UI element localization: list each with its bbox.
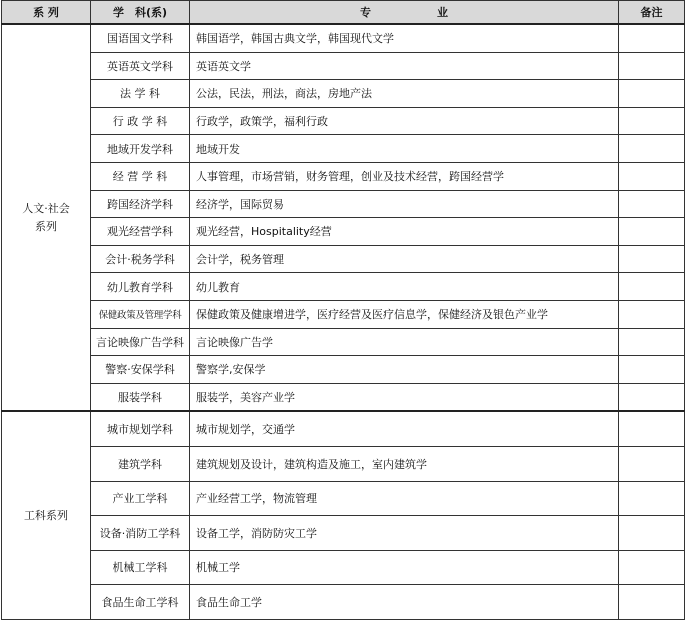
note-cell — [619, 300, 685, 328]
major-cell: 警察学,安保学 — [190, 356, 619, 384]
major-cell: 公法，民法，刑法，商法，房地产法 — [190, 80, 619, 108]
table-row — [2, 245, 685, 273]
subject-cell: 产业工学科 — [91, 481, 190, 516]
table-row — [2, 273, 685, 301]
header-note: 备注 — [619, 1, 685, 25]
note-cell — [619, 218, 685, 246]
note-cell — [619, 190, 685, 218]
group-cell-engineering — [2, 411, 91, 619]
note-cell — [619, 135, 685, 163]
subject-cell: 建筑学科 — [91, 446, 190, 481]
major-cell: 服装学，美容产业学 — [190, 383, 619, 411]
subject-cell: 保健政策及管理学科 — [91, 300, 190, 328]
major-cell: 观光经营，Hospitality经营 — [190, 218, 619, 246]
subject-cell: 警察·安保学科 — [91, 356, 190, 384]
subject-cell: 地域开发学科 — [91, 135, 190, 163]
major-cell: 建筑规划及设计，建筑构造及施工，室内建筑学 — [190, 446, 619, 481]
note-cell — [619, 383, 685, 411]
subject-cell: 服装学科 — [91, 383, 190, 411]
table-row — [2, 446, 685, 481]
note-cell — [619, 516, 685, 551]
subject-cell: 食品生命工学科 — [91, 585, 190, 620]
note-cell — [619, 550, 685, 585]
subject-cell: 机械工学科 — [91, 550, 190, 585]
header-series: 系 列 — [2, 1, 91, 25]
note-cell — [619, 52, 685, 80]
table-row — [2, 135, 685, 163]
major-cell: 地域开发 — [190, 135, 619, 163]
major-cell: 设备工学，消防防灾工学 — [190, 516, 619, 551]
note-cell — [619, 481, 685, 516]
subject-cell: 城市规划学科 — [91, 411, 190, 446]
note-cell — [619, 446, 685, 481]
major-cell: 食品生命工学 — [190, 585, 619, 620]
table-row — [2, 383, 685, 411]
major-cell: 城市规划学，交通学 — [190, 411, 619, 446]
note-cell — [619, 585, 685, 620]
subject-cell: 国语国文学科 — [91, 24, 190, 52]
major-cell: 会计学，税务管理 — [190, 245, 619, 273]
table-row — [2, 328, 685, 356]
major-cell: 机械工学 — [190, 550, 619, 585]
group-name-line2: 系列 — [35, 219, 57, 233]
subject-cell: 英语英文学科 — [91, 52, 190, 80]
major-cell: 幼儿教育 — [190, 273, 619, 301]
note-cell — [619, 162, 685, 190]
note-cell — [619, 411, 685, 446]
group-name-line1: 人文·社会 — [22, 201, 70, 215]
major-cell: 人事管理，市场营销，财务管理，创业及技术经营，跨国经营学 — [190, 162, 619, 190]
major-cell: 经济学，国际贸易 — [190, 190, 619, 218]
major-cell: 英语英文学 — [190, 52, 619, 80]
table-row — [2, 481, 685, 516]
majors-table — [1, 0, 685, 620]
table-row — [2, 356, 685, 384]
subject-cell: 经 营 学 科 — [91, 162, 190, 190]
header-row — [2, 1, 685, 25]
table-row — [2, 162, 685, 190]
note-cell — [619, 24, 685, 52]
table-row — [2, 218, 685, 246]
note-cell — [619, 107, 685, 135]
note-cell — [619, 273, 685, 301]
group-name-line1: 工科系列 — [24, 508, 68, 522]
group-cell-humanities — [2, 24, 91, 411]
subject-cell: 跨国经济学科 — [91, 190, 190, 218]
header-major: 专 业 — [190, 1, 619, 25]
subject-cell: 会计·税务学科 — [91, 245, 190, 273]
table-row — [2, 80, 685, 108]
header-subject: 学 科(系) — [91, 1, 190, 25]
subject-cell: 言论映像广告学科 — [91, 328, 190, 356]
table-row — [2, 190, 685, 218]
subject-cell: 幼儿教育学科 — [91, 273, 190, 301]
subject-cell: 法 学 科 — [91, 80, 190, 108]
note-cell — [619, 328, 685, 356]
table-row — [2, 52, 685, 80]
note-cell — [619, 356, 685, 384]
subject-cell: 行 政 学 科 — [91, 107, 190, 135]
table-row — [2, 300, 685, 328]
major-cell: 行政学，政策学，福利行政 — [190, 107, 619, 135]
table-row — [2, 585, 685, 620]
major-cell: 言论映像广告学 — [190, 328, 619, 356]
table-row — [2, 411, 685, 446]
subject-cell: 观光经营学科 — [91, 218, 190, 246]
subject-cell: 设备·消防工学科 — [91, 516, 190, 551]
note-cell — [619, 80, 685, 108]
major-cell: 产业经营工学，物流管理 — [190, 481, 619, 516]
major-cell: 韩国语学，韩国古典文学，韩国现代文学 — [190, 24, 619, 52]
note-cell — [619, 245, 685, 273]
table-row — [2, 107, 685, 135]
major-cell: 保健政策及健康增进学，医疗经营及医疗信息学，保健经济及银色产业学 — [190, 300, 619, 328]
table-row — [2, 516, 685, 551]
table-row — [2, 550, 685, 585]
table-row — [2, 24, 685, 52]
